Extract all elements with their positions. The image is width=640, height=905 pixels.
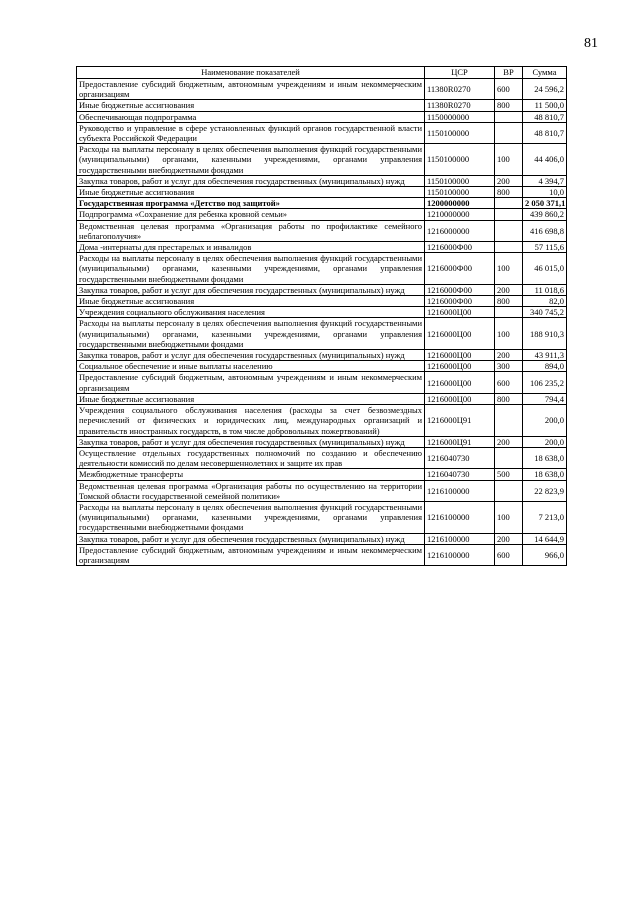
cell-name: Расходы на выплаты персоналу в целях обеспечения выполнения функций государственными (муниципальными) органами, казенными учреждениями, органами управления государственными внебюджетными фондами xyxy=(77,253,425,285)
cell-name: Предоставление субсидий бюджетным, автономным учреждениям и иным некоммерческим организациям xyxy=(77,79,425,100)
cell-vr xyxy=(495,242,523,253)
cell-vr: 100 xyxy=(495,253,523,285)
table-row xyxy=(77,501,567,533)
table-row xyxy=(77,198,567,209)
cell-name: Закупка товаров, работ и услуг для обеспечения государственных (муниципальных) нужд xyxy=(77,284,425,295)
cell-sum: 14 644,9 xyxy=(523,533,567,544)
cell-name: Расходы на выплаты персоналу в целях обеспечения выполнения функций государственными (муниципальными) органами, казенными учреждениями, органами управления государственными внебюджетными фондами xyxy=(77,144,425,176)
cell-vr: 100 xyxy=(495,144,523,176)
header-vr: ВР xyxy=(495,67,523,79)
cell-sum: 82,0 xyxy=(523,296,567,307)
cell-name: Государственная программа «Детство под защитой» xyxy=(77,198,425,209)
cell-name: Расходы на выплаты персоналу в целях обеспечения выполнения функций государственными (муниципальными) органами, казенными учреждениями, органами управления государственными внебюджетными фондами xyxy=(77,318,425,350)
cell-csr: 1216000Ф00 xyxy=(425,284,495,295)
cell-csr: 1150100000 xyxy=(425,144,495,176)
cell-csr: 1216000Ц00 xyxy=(425,350,495,361)
cell-vr: 800 xyxy=(495,393,523,404)
cell-name: Учреждения социального обслуживания населения (расходы за счет безвозмездных перечислений от физических и юридических лиц, международных организаций и правительств иностранных государств, в том числе добровольных пожертвований) xyxy=(77,405,425,437)
cell-csr: 1216000Ц00 xyxy=(425,393,495,404)
cell-sum: 794,4 xyxy=(523,393,567,404)
cell-sum: 44 406,0 xyxy=(523,144,567,176)
cell-vr xyxy=(495,198,523,209)
cell-sum: 416 698,8 xyxy=(523,220,567,241)
table-row xyxy=(77,79,567,100)
cell-csr: 1216040730 xyxy=(425,469,495,480)
cell-name: Учреждения социального обслуживания населения xyxy=(77,307,425,318)
cell-csr: 1216000Ф00 xyxy=(425,242,495,253)
cell-name: Предоставление субсидий бюджетным, автономным учреждениям и иным некоммерческим организациям xyxy=(77,372,425,393)
cell-csr: 1216000Ф00 xyxy=(425,253,495,285)
table-row xyxy=(77,144,567,176)
cell-vr: 200 xyxy=(495,350,523,361)
cell-vr: 600 xyxy=(495,544,523,565)
cell-vr: 800 xyxy=(495,100,523,111)
table-row xyxy=(77,318,567,350)
cell-sum: 11 018,6 xyxy=(523,284,567,295)
cell-sum: 57 115,6 xyxy=(523,242,567,253)
table-row xyxy=(77,544,567,565)
cell-vr xyxy=(495,209,523,220)
table-row xyxy=(77,284,567,295)
cell-csr: 1216000Ц00 xyxy=(425,318,495,350)
cell-name: Обеспечивающая подпрограмма xyxy=(77,111,425,122)
cell-name: Ведомственная целевая программа «Организация работы по профилактике семейного неблагополучия» xyxy=(77,220,425,241)
cell-csr: 1216000Ц00 xyxy=(425,372,495,393)
cell-sum: 11 500,0 xyxy=(523,100,567,111)
cell-csr: 1150100000 xyxy=(425,175,495,186)
cell-sum: 340 745,2 xyxy=(523,307,567,318)
header-csr: ЦСР xyxy=(425,67,495,79)
cell-vr xyxy=(495,447,523,468)
table-row xyxy=(77,436,567,447)
cell-sum: 48 810,7 xyxy=(523,122,567,143)
table-row xyxy=(77,372,567,393)
cell-csr: 1200000000 xyxy=(425,198,495,209)
cell-vr xyxy=(495,220,523,241)
cell-sum: 966,0 xyxy=(523,544,567,565)
header-sum: Сумма xyxy=(523,67,567,79)
table-row xyxy=(77,447,567,468)
table-row xyxy=(77,350,567,361)
cell-vr: 600 xyxy=(495,79,523,100)
cell-sum: 46 015,0 xyxy=(523,253,567,285)
cell-sum: 4 394,7 xyxy=(523,175,567,186)
cell-sum: 43 911,3 xyxy=(523,350,567,361)
cell-sum: 18 638,0 xyxy=(523,469,567,480)
cell-csr: 11380R0270 xyxy=(425,100,495,111)
cell-sum: 200,0 xyxy=(523,436,567,447)
cell-csr: 1216000Ц91 xyxy=(425,436,495,447)
cell-vr xyxy=(495,111,523,122)
table-row xyxy=(77,122,567,143)
cell-sum: 894,0 xyxy=(523,361,567,372)
table-row xyxy=(77,533,567,544)
cell-sum: 106 235,2 xyxy=(523,372,567,393)
table-row xyxy=(77,296,567,307)
cell-csr: 1150100000 xyxy=(425,187,495,198)
table-row xyxy=(77,209,567,220)
cell-vr xyxy=(495,307,523,318)
cell-name: Закупка товаров, работ и услуг для обеспечения государственных (муниципальных) нужд xyxy=(77,533,425,544)
cell-vr: 200 xyxy=(495,175,523,186)
cell-csr: 1150100000 xyxy=(425,122,495,143)
cell-sum: 22 823,9 xyxy=(523,480,567,501)
table-row xyxy=(77,469,567,480)
cell-name: Иные бюджетные ассигнования xyxy=(77,187,425,198)
cell-name: Иные бюджетные ассигнования xyxy=(77,393,425,404)
table-row xyxy=(77,187,567,198)
table-row xyxy=(77,393,567,404)
table-body xyxy=(77,79,567,566)
cell-csr: 1216000Ф00 xyxy=(425,296,495,307)
cell-name: Расходы на выплаты персоналу в целях обеспечения выполнения функций государственными (муниципальными) органами, казенными учреждениями, органами управления государственными внебюджетными фондами xyxy=(77,501,425,533)
cell-vr: 200 xyxy=(495,436,523,447)
cell-vr xyxy=(495,480,523,501)
table-row xyxy=(77,480,567,501)
cell-name: Подпрограмма «Сохранение для ребенка кровной семьи» xyxy=(77,209,425,220)
cell-sum: 24 596,2 xyxy=(523,79,567,100)
cell-name: Предоставление субсидий бюджетным, автономным учреждениям и иным некоммерческим организациям xyxy=(77,544,425,565)
table-row xyxy=(77,175,567,186)
cell-sum: 7 213,0 xyxy=(523,501,567,533)
cell-sum: 18 638,0 xyxy=(523,447,567,468)
cell-name: Дома -интернаты для престарелых и инвалидов xyxy=(77,242,425,253)
cell-name: Иные бюджетные ассигнования xyxy=(77,296,425,307)
table-header-row xyxy=(77,67,567,79)
cell-sum: 439 860,2 xyxy=(523,209,567,220)
cell-csr: 1216100000 xyxy=(425,501,495,533)
header-name: Наименование показателей xyxy=(77,67,425,79)
page-number: 81 xyxy=(584,36,598,51)
cell-name: Закупка товаров, работ и услуг для обеспечения государственных (муниципальных) нужд xyxy=(77,436,425,447)
cell-csr: 1216100000 xyxy=(425,533,495,544)
cell-name: Иные бюджетные ассигнования xyxy=(77,100,425,111)
cell-vr: 200 xyxy=(495,533,523,544)
cell-csr: 1216000Ц00 xyxy=(425,361,495,372)
cell-vr: 200 xyxy=(495,284,523,295)
cell-vr: 800 xyxy=(495,296,523,307)
budget-table xyxy=(76,66,567,566)
table-row xyxy=(77,361,567,372)
cell-vr: 300 xyxy=(495,361,523,372)
table-row xyxy=(77,111,567,122)
cell-sum: 200,0 xyxy=(523,405,567,437)
table-row xyxy=(77,242,567,253)
cell-name: Руководство и управление в сфере установленных функций органов государственной власти субъекта Российской Федерации xyxy=(77,122,425,143)
cell-sum: 10,0 xyxy=(523,187,567,198)
cell-vr: 100 xyxy=(495,318,523,350)
cell-name: Осуществление отдельных государственных полномочий по созданию и обеспечению деятельности комиссий по делам несовершеннолетних и защите их прав xyxy=(77,447,425,468)
cell-vr: 800 xyxy=(495,187,523,198)
table-row xyxy=(77,405,567,437)
cell-name: Закупка товаров, работ и услуг для обеспечения государственных (муниципальных) нужд xyxy=(77,350,425,361)
cell-sum: 188 910,3 xyxy=(523,318,567,350)
cell-csr: 1210000000 xyxy=(425,209,495,220)
cell-vr xyxy=(495,405,523,437)
cell-name: Ведомственная целевая программа «Организация работы по осуществлению на территории Томской области государственной семейной политики» xyxy=(77,480,425,501)
cell-csr: 1216000Ц91 xyxy=(425,405,495,437)
cell-vr xyxy=(495,122,523,143)
cell-name: Закупка товаров, работ и услуг для обеспечения государственных (муниципальных) нужд xyxy=(77,175,425,186)
cell-csr: 1216100000 xyxy=(425,480,495,501)
cell-csr: 1216000Ц00 xyxy=(425,307,495,318)
cell-vr: 600 xyxy=(495,372,523,393)
cell-sum: 2 050 371,1 xyxy=(523,198,567,209)
cell-name: Межбюджетные трансферты xyxy=(77,469,425,480)
cell-csr: 11380R0270 xyxy=(425,79,495,100)
cell-csr: 1216000000 xyxy=(425,220,495,241)
cell-csr: 1216040730 xyxy=(425,447,495,468)
cell-vr: 500 xyxy=(495,469,523,480)
cell-sum: 48 810,7 xyxy=(523,111,567,122)
table-row xyxy=(77,220,567,241)
cell-name: Социальное обеспечение и иные выплаты населению xyxy=(77,361,425,372)
cell-csr: 1216100000 xyxy=(425,544,495,565)
table-row xyxy=(77,100,567,111)
cell-vr: 100 xyxy=(495,501,523,533)
cell-csr: 1150000000 xyxy=(425,111,495,122)
table-row xyxy=(77,253,567,285)
table-row xyxy=(77,307,567,318)
